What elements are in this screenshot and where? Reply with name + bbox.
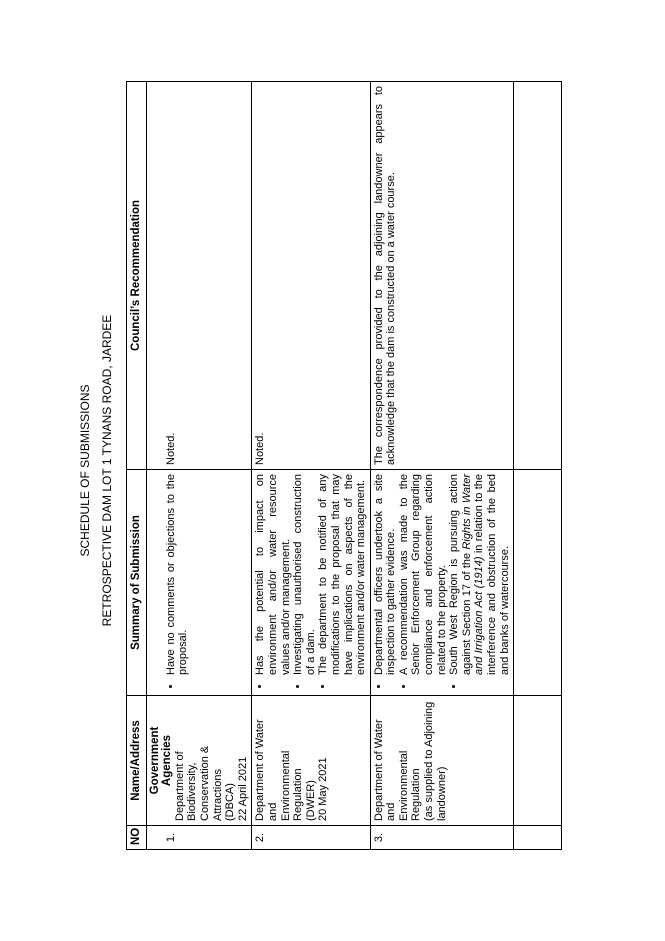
summary-bullet (448, 474, 511, 675)
name-line: Department of Water and (254, 719, 279, 821)
summary-bullet: • The department to be notified of any modifications to the proposal that may have implications on aspects of the environment and/or water management. (317, 474, 367, 675)
name-line: Environmental Regulation (397, 750, 423, 821)
row-name-address (252, 696, 370, 826)
name-date: 20 May 2021 (317, 757, 330, 821)
row-summary (252, 470, 370, 696)
submissions-table (126, 81, 562, 850)
name-line: (DWER) (304, 780, 317, 821)
table-row-spacer (514, 82, 562, 850)
row-recommendation: Noted. (252, 82, 370, 470)
row-number: 2. (252, 826, 370, 850)
summary-bullet: • Has the potential to impact on environment and/or water resource values and/or management. (254, 474, 292, 675)
row-name-address (370, 696, 514, 826)
document-subtitle: RETROSPECTIVE DAM LOT 1 TYNANS ROAD, JARDEE (100, 314, 114, 627)
name-line: Department of Biodiversity, (173, 751, 199, 821)
summary-bullet: • A recommendation was made to the Senior Enforcement Group regarding compliance and enforcement action related to the property. (398, 474, 448, 675)
row-name-address (146, 696, 252, 826)
document-title: SCHEDULE OF SUBMISSIONS (78, 384, 92, 557)
summary-text: in relation to the interference and obstruction of the bed and banks of watercourse. (473, 474, 511, 675)
name-line: Conservation & Attractions (198, 745, 224, 821)
name-line: (DBCA) (224, 783, 237, 821)
row-summary (370, 470, 514, 696)
table-row (252, 82, 370, 850)
header-name-address: Name/Address (127, 696, 147, 826)
header-recommendation: Council’s Recommendation (127, 82, 147, 470)
row-recommendation: The correspondence provided to the adjoining landowner appears to acknowledge that the dam is constructed on a water course. (370, 82, 514, 470)
table-row (146, 82, 252, 850)
name-date: 22 April 2021 (236, 756, 249, 821)
row-number: 3. (370, 826, 514, 850)
table-row (370, 82, 514, 850)
name-line: (as supplied to Adjoining (423, 701, 436, 821)
name-line: Environmental Regulation (279, 750, 305, 821)
summary-bullet: • Have no comments or objections to the proposal. (165, 474, 190, 675)
header-summary: Summary of Submission (127, 470, 147, 696)
summary-text: South West Region is pursuing action against Section 17 of the (448, 474, 473, 675)
summary-bullet: • Investigating unauthorised construction of a dam. (292, 474, 317, 675)
act-title: Rights in Water and Irrigation Act (1914) (460, 474, 486, 675)
summary-bullet: • Departmental officers undertook a site inspection to gather evidence. (373, 474, 398, 675)
header-no: NO (127, 826, 147, 850)
name-line: Department of Water and (372, 719, 398, 821)
table-header-row (127, 82, 147, 850)
group-label: Government Agencies (148, 726, 174, 795)
row-summary (146, 470, 252, 696)
row-number: 1. (146, 826, 252, 850)
row-recommendation: Noted. (146, 82, 252, 470)
name-line: landowner) (435, 766, 448, 821)
